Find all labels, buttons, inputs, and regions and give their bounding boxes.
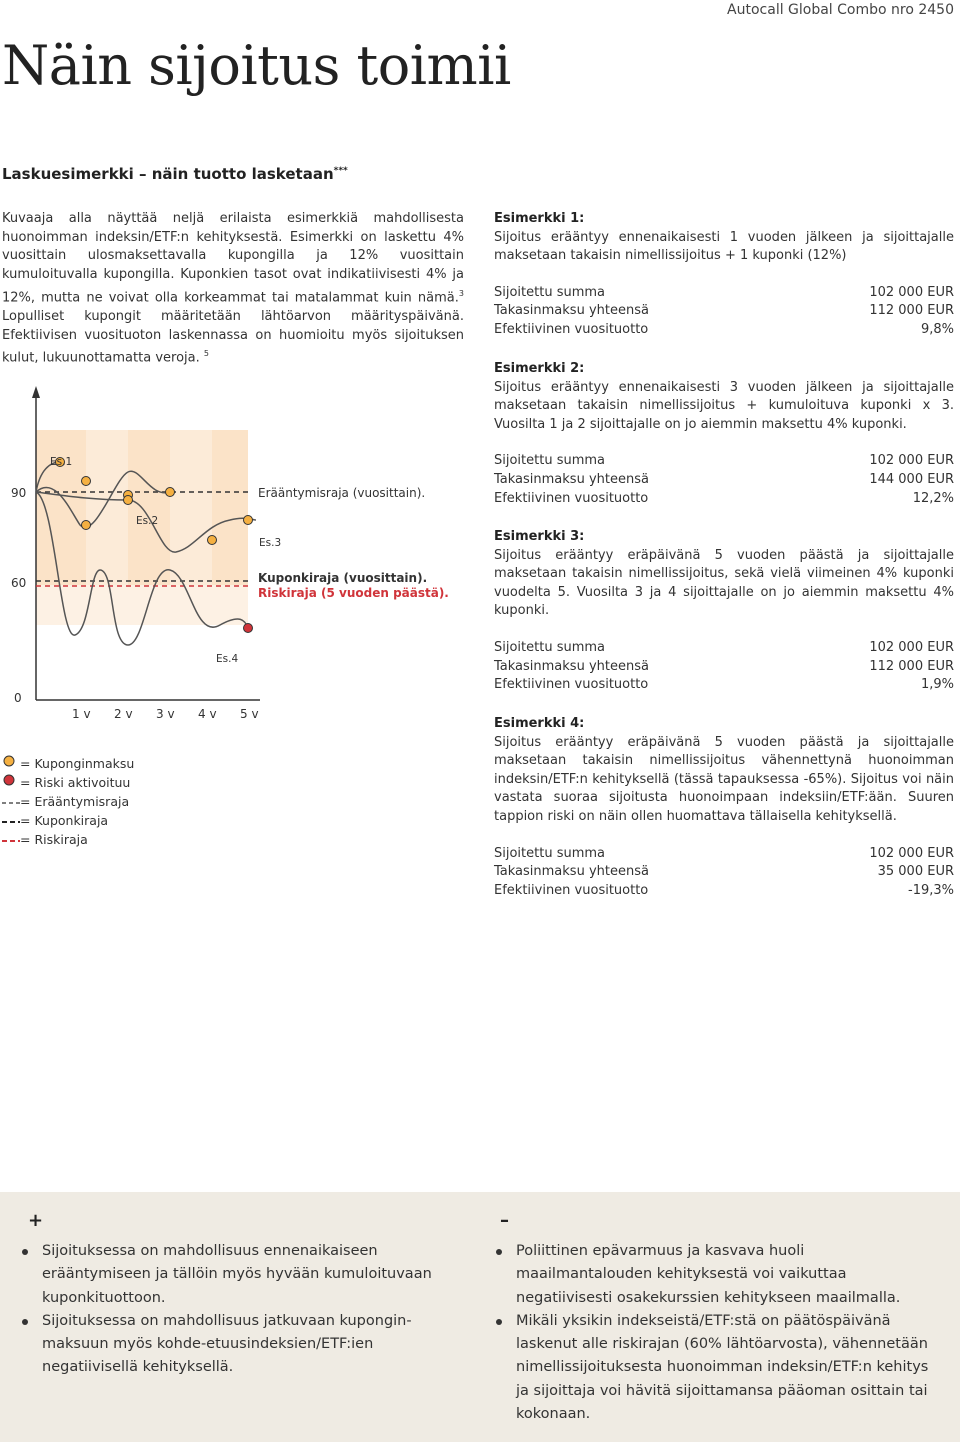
stat-row: Efektiivinen vuosituotto -19,3% — [494, 882, 954, 898]
legend-label: = Riskiraja — [20, 832, 88, 847]
x-tick: 4 v — [198, 707, 217, 721]
example-3 — [494, 528, 954, 695]
coupon-dot — [166, 488, 175, 497]
coupon-dot — [124, 496, 133, 505]
risk-dot-icon — [2, 773, 20, 792]
lower-zone — [36, 585, 248, 625]
legend-item-risk — [2, 773, 134, 792]
example-title: Esimerkki 3: — [494, 529, 585, 544]
list-item: Sijoituksessa on mahdollisuus jatkuvaan kuponginmaksuun myös kohde-etuusindeksien/ETF:ien negatiivisellä kehityksellä. — [22, 1310, 452, 1380]
stat-row: Takasinmaksu yhteensä 35 000 EUR — [494, 864, 954, 880]
example-desc: Sijoitus erääntyy ennenaikaisesti 1 vuoden jälkeen ja sijoittajalle maksetaan takaisin nimellissijoitus + 1 kuponki (12%) — [494, 229, 954, 264]
legend-label: = Erääntymisraja — [20, 794, 130, 809]
dashed-line-bold-icon — [2, 811, 20, 830]
zone-y4 — [170, 430, 212, 585]
stat-row: Sijoitettu summa 102 000 EUR — [494, 453, 954, 469]
es4-label: Es.4 — [216, 653, 239, 665]
kup-label: Kuponkiraja (vuosittain). — [258, 571, 428, 585]
coupon-dot — [208, 536, 217, 545]
pros-cons-panel — [0, 1192, 960, 1442]
zone-y5 — [212, 430, 248, 585]
stat-row: Sijoitettu summa 102 000 EUR — [494, 639, 954, 655]
list-item: Poliittinen epävarmuus ja kasvava huoli maailmantalouden kehityksestä voi vaikuttaa negatiivisesti osakekurssien kehitykseen maailmalla. — [496, 1240, 936, 1310]
zone-y1 — [44, 430, 86, 585]
example-title: Esimerkki 2: — [494, 361, 585, 376]
legend-label: = Kuponginmaksu — [20, 756, 135, 771]
example-desc: Sijoitus erääntyy eräpäivänä 5 vuoden päästä ja sijoittajalle maksetaan takaisin nimellissijoitus, sekä vielä viimeinen 4% kuponki vuodelta 5. Vuosilta 3 ja 4 sijoittajalle on jo aiemmin maksettu 4% kuponki. — [494, 547, 954, 619]
zone-y2 — [86, 430, 128, 585]
stat-row: Efektiivinen vuosituotto 12,2% — [494, 490, 954, 506]
es3-label: Es.3 — [259, 537, 282, 549]
x-tick: 2 v — [114, 707, 133, 721]
stat-row: Sijoitettu summa 102 000 EUR — [494, 284, 954, 300]
chart-legend — [2, 754, 134, 849]
cons-list — [496, 1240, 936, 1426]
dashed-line-icon — [2, 792, 20, 811]
err-label: Erääntymisraja (vuosittain). — [258, 486, 426, 500]
legend-item-riski — [2, 830, 134, 849]
legend-item-coupon — [2, 754, 134, 773]
footnote-5: 5 — [203, 349, 209, 359]
page-title: Näin sijoitus toimii — [2, 34, 511, 97]
x-tick: 5 v — [240, 707, 259, 721]
plus-icon: + — [28, 1210, 44, 1231]
example-title: Esimerkki 4: — [494, 716, 585, 731]
intro-text: Kuvaaja alla näyttää neljä erilaista esimerkkiä mahdollisesta huonoimman indeksin/ETF:n kehityksestä. Esimerkki on laskettu 4% vuosittain ulosmaksettavalla kupongilla ja 12% vuosittain kumuloituvalla kupongilla. Kuponkien tasot ovat indikatiivisesti 4% ja 12%, mutta ne voivat olla korkeammat tai matalammat kuin nämä.$^3$ Lopulliset kupongit määritetään lähtöarvon määrityspäivänä. Efektiivisen vuosituoton laskennassa on huomioitu myös sijoituksen kulut, lukuunottamatta veroja. $^5$ — [2, 211, 464, 366]
es1-label: Es.1 — [50, 456, 73, 468]
example-4 — [494, 715, 954, 900]
footnote-3: 3 — [458, 288, 464, 298]
stat-row: Takasinmaksu yhteensä 112 000 EUR — [494, 303, 954, 319]
zone-y3 — [128, 430, 170, 585]
example-desc: Sijoitus erääntyy ennenaikaisesti 3 vuoden jälkeen ja sijoittajalle maksetaan takaisin nimellissijoitus + kumuloituva kuponki x 3. Vuosilta 1 ja 2 sijoittajalle on jo aiemmin maksettu 4% kuponki. — [494, 379, 954, 432]
section-title: Laskuesimerkki – näin tuotto lasketaan*** — [2, 165, 348, 183]
x-tick: 1 v — [72, 707, 91, 721]
stat-row: Takasinmaksu yhteensä 144 000 EUR — [494, 471, 954, 487]
coupon-dot-icon — [2, 754, 20, 773]
legend-label: = Kuponkiraja — [20, 813, 109, 828]
legend-item-err — [2, 792, 134, 811]
example-desc: Sijoitus erääntyy eräpäivänä 5 vuoden päästä ja sijoittajalle maksetaan takaisin nimellissijoitus vähennettynä huonoimman indeksin/ETF:n kehityksellä (tässä tapauksessa -65%). Sijoitus voi näin vastata suoraa sijoitusta huonoimpaan indeksiin/ETF:ään. Suuren tappion riski on näin ollen huomattava tällaisella kehityksellä. — [494, 734, 954, 824]
y-axis-arrow — [32, 386, 40, 398]
stat-row: Takasinmaksu yhteensä 112 000 EUR — [494, 658, 954, 674]
risk-dot — [244, 624, 253, 633]
pros-list — [22, 1240, 452, 1380]
example-title: Esimerkki 1: — [494, 211, 585, 226]
list-item: Sijoituksessa on mahdollisuus ennenaikaiseen erääntymiseen ja tällöin myös hyvään kumuloituvaan kuponkituottoon. — [22, 1240, 452, 1310]
product-name: Autocall Global Combo nro 2450 — [727, 2, 954, 18]
y-tick-60: 60 — [11, 576, 27, 590]
example-2 — [494, 360, 954, 508]
section-title-footnote: *** — [333, 166, 348, 176]
stat-row: Efektiivinen vuosituotto 9,8% — [494, 321, 954, 337]
coupon-dot — [82, 521, 91, 530]
risk-label: Riskiraja (5 vuoden päästä). — [258, 586, 449, 600]
list-item: Mikäli yksikin indekseistä/ETF:stä on päätöspäivänä laskenut alle riskirajan (60% lähtöarvosta), vähennetään nimellissijoituksesta huonoimman indeksin/ETF:n kehitys ja sijoittaja voi hävitä sijoittamansa pääoman osittain tai kokonaan. — [496, 1310, 936, 1426]
example-1 — [494, 210, 954, 340]
dashed-red-line-icon — [2, 830, 20, 849]
es2-label: Es.2 — [136, 515, 159, 527]
y-tick-0: 0 — [14, 691, 22, 705]
minus-icon: – — [500, 1210, 509, 1231]
legend-label: = Riski aktivoituu — [20, 775, 131, 790]
stat-row: Sijoitettu summa 102 000 EUR — [494, 845, 954, 861]
y-tick-90: 90 — [11, 486, 27, 500]
coupon-dot — [244, 516, 253, 525]
scenario-chart — [0, 380, 480, 740]
coupon-dot — [82, 477, 91, 486]
legend-item-kup — [2, 811, 134, 830]
x-tick: 3 v — [156, 707, 175, 721]
upper-zone — [36, 430, 44, 585]
stat-row: Efektiivinen vuosituotto 1,9% — [494, 677, 954, 693]
